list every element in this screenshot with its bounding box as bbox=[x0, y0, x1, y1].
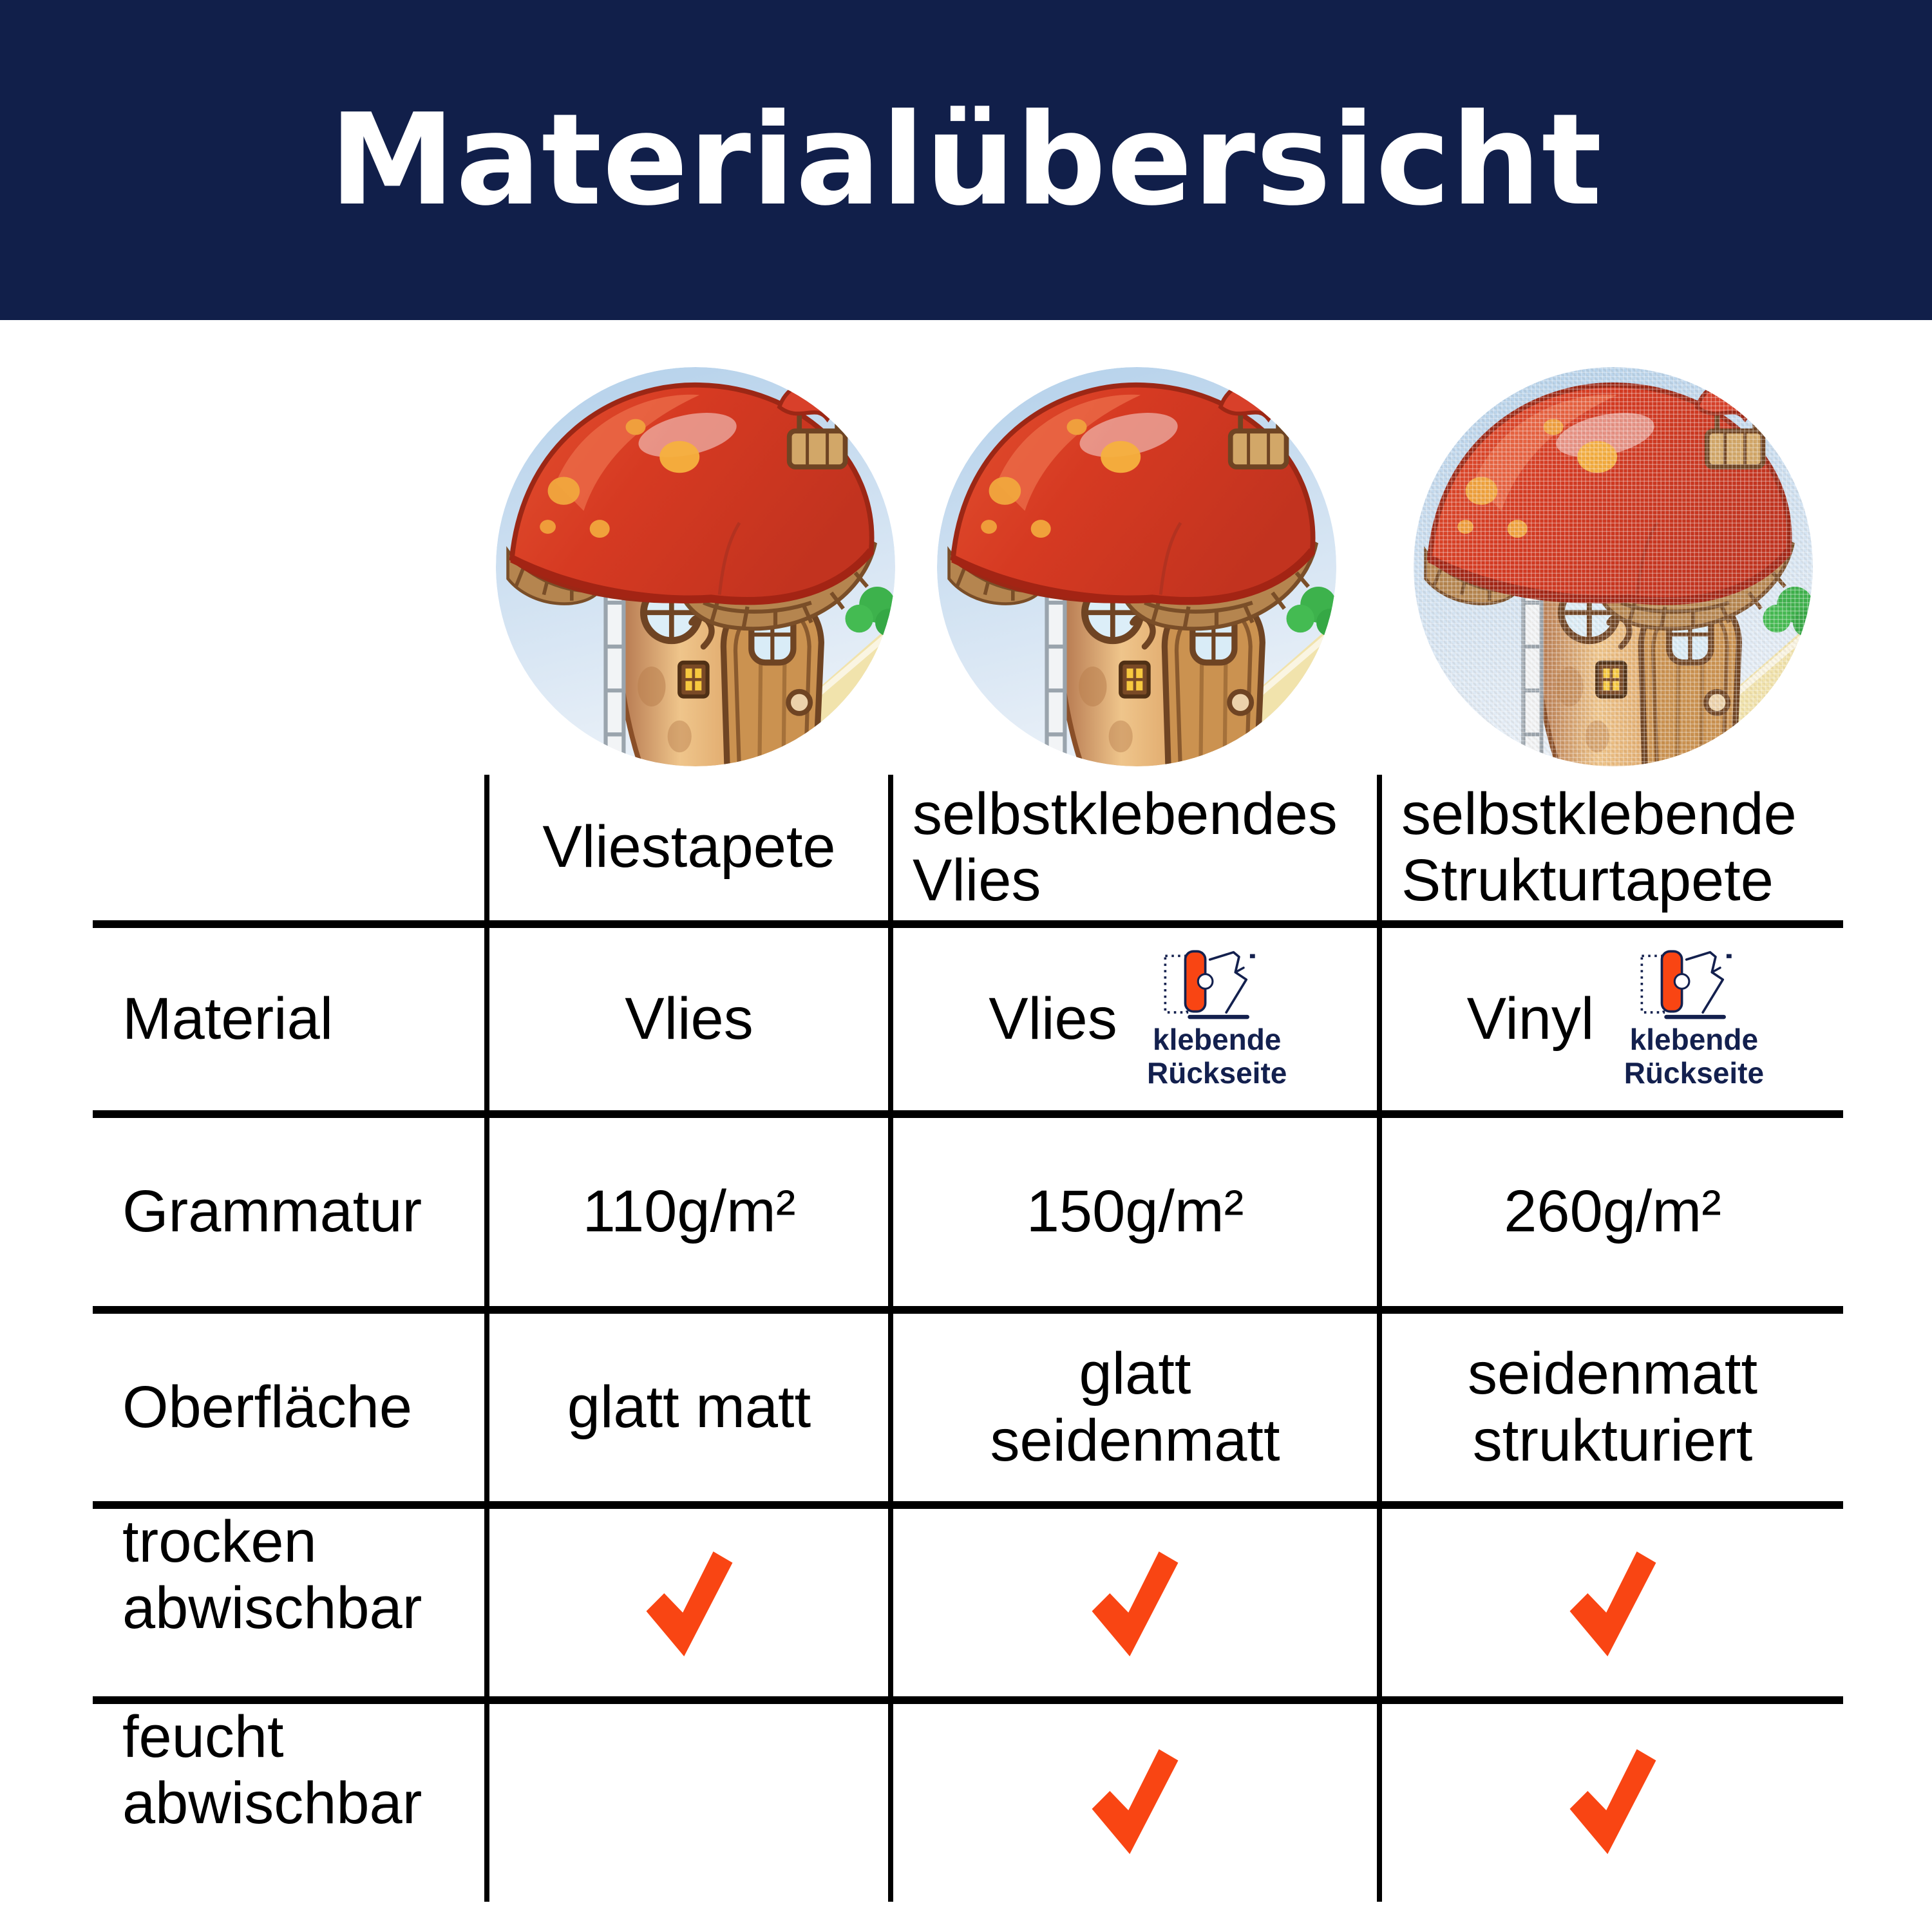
check-icon bbox=[1569, 1548, 1656, 1658]
cell-grammatur-vliestapete: 110g/m² bbox=[582, 1179, 796, 1245]
cell-feucht-vliestapete bbox=[492, 1704, 886, 1897]
check-icon bbox=[1092, 1746, 1179, 1855]
cell-trocken-vliestapete bbox=[492, 1509, 886, 1696]
adhesive-back-icon bbox=[1639, 949, 1748, 1023]
product-image-vliestapete bbox=[496, 367, 895, 766]
table-line-h1 bbox=[93, 920, 1843, 928]
row-label-feucht-abwischbar: feucht abwischbar bbox=[122, 1704, 422, 1837]
product-image-selbstklebendes-vlies bbox=[937, 367, 1336, 766]
cell-oberflaeche-strukturtapete: seidenmatt strukturiert bbox=[1467, 1341, 1758, 1473]
check-icon bbox=[1569, 1746, 1656, 1855]
table-line-h4 bbox=[93, 1501, 1843, 1509]
table-line-h2 bbox=[93, 1110, 1843, 1118]
page-title: Materialübersicht bbox=[329, 86, 1603, 234]
badge-text: Rückseite bbox=[1147, 1056, 1287, 1090]
check-icon bbox=[1092, 1548, 1179, 1658]
cell-grammatur-selbstklebendes-vlies: 150g/m² bbox=[1026, 1179, 1244, 1245]
column-header-text: Vliestapete bbox=[542, 814, 836, 880]
mushroom-house-illustration bbox=[937, 367, 1336, 766]
badge-text: klebende bbox=[1152, 1022, 1282, 1056]
column-header-text: selbstklebendes bbox=[913, 781, 1338, 847]
product-image-strukturtapete bbox=[1414, 367, 1813, 766]
adhesive-back-badge bbox=[1147, 949, 1287, 1090]
adhesive-back-badge bbox=[1624, 949, 1765, 1090]
badge-text: klebende bbox=[1629, 1022, 1759, 1056]
table-line-v3 bbox=[1377, 775, 1382, 1902]
table-line-h3 bbox=[93, 1306, 1843, 1314]
row-label-oberflaeche: Oberfläche bbox=[122, 1374, 413, 1440]
cell-trocken-selbstklebendes-vlies bbox=[893, 1509, 1377, 1696]
row-label-material: Material bbox=[122, 985, 334, 1052]
cell-trocken-strukturtapete bbox=[1382, 1509, 1843, 1696]
cell-feucht-selbstklebendes-vlies bbox=[893, 1704, 1377, 1897]
badge-text: Rückseite bbox=[1624, 1056, 1765, 1090]
column-header-strukturtapete bbox=[1390, 776, 1855, 919]
table-line-h5 bbox=[93, 1696, 1843, 1704]
cell-oberflaeche-selbstklebendes-vlies: glatt seidenmatt bbox=[990, 1341, 1280, 1473]
cell-material-strukturtapete: Vinyl klebende Rückseite bbox=[1382, 928, 1843, 1110]
mushroom-house-illustration bbox=[496, 367, 895, 766]
column-header-selbstklebendes-vlies bbox=[901, 776, 1386, 919]
table-line-v1 bbox=[484, 775, 489, 1902]
column-header-text: selbstklebende bbox=[1401, 781, 1797, 847]
cell-material-selbstklebendes-vlies: Vlies klebende Rückseite bbox=[893, 928, 1377, 1110]
cell-feucht-strukturtapete bbox=[1382, 1704, 1843, 1897]
column-header-text: Vlies bbox=[913, 848, 1041, 913]
header-band bbox=[0, 0, 1932, 320]
adhesive-back-icon bbox=[1162, 949, 1272, 1023]
cell-oberflaeche-vliestapete: glatt matt bbox=[567, 1374, 811, 1440]
cell-material-vliestapete: Vlies bbox=[625, 985, 753, 1052]
cell-grammatur-strukturtapete: 260g/m² bbox=[1504, 1179, 1721, 1245]
check-icon bbox=[646, 1548, 733, 1658]
mushroom-house-illustration bbox=[1414, 367, 1813, 766]
row-label-grammatur: Grammatur bbox=[122, 1179, 422, 1245]
column-header-vliestapete bbox=[492, 776, 886, 919]
row-label-trocken-abwischbar: trocken abwischbar bbox=[122, 1509, 422, 1642]
table-line-v2 bbox=[888, 775, 893, 1902]
column-header-text: Strukturtapete bbox=[1401, 848, 1774, 913]
